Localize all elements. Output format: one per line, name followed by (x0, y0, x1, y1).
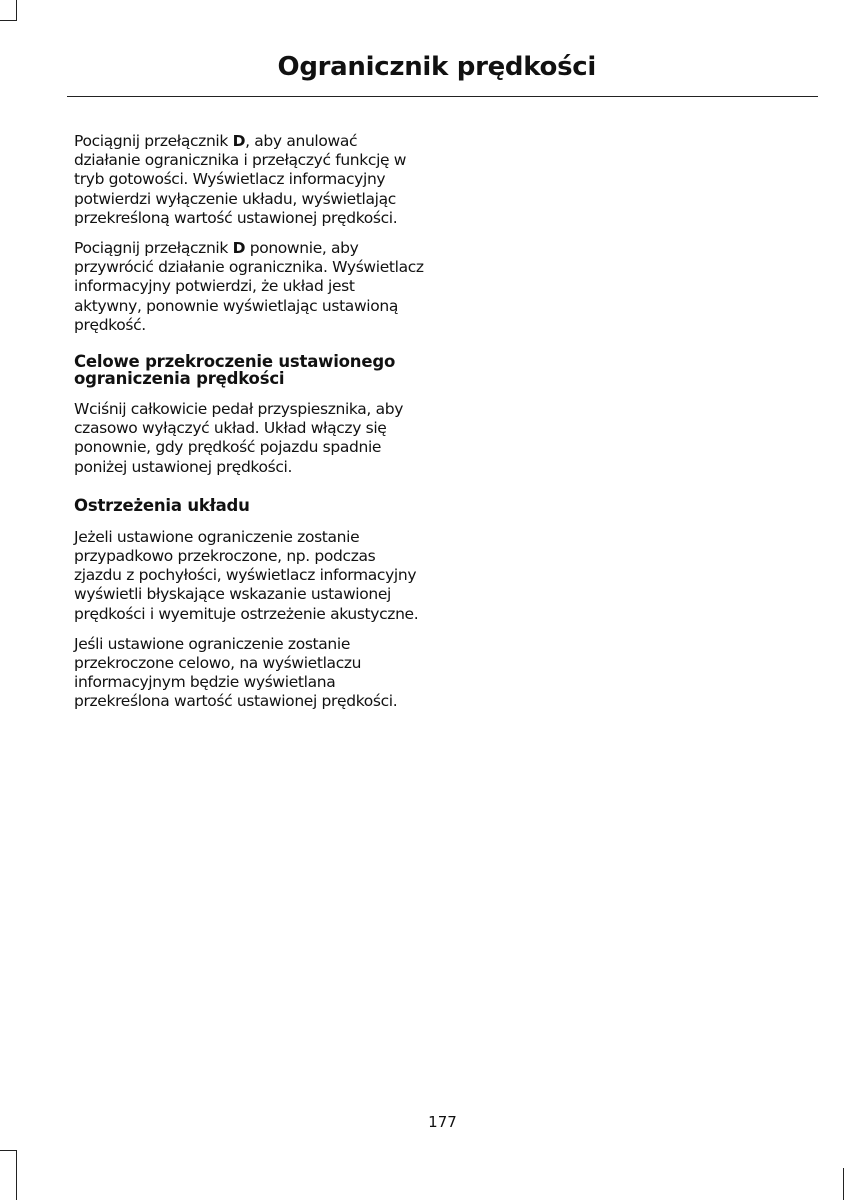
page-number: 177 (428, 1113, 457, 1131)
page-title: Ogranicznik prędkości (277, 52, 596, 82)
section-heading-intentional-exceeding: Celowe przekroczenie ustawionego ograniczenia prędkości (74, 352, 396, 389)
paragraph-intentional-exceeding: Jeśli ustawione ograniczenie zostanie przekroczone celowo, na wyświetlaczu informacyjnym będzie wyświetlana przekreślona wartość ustawionej prędkości. (74, 634, 398, 711)
switch-key-label: D (232, 132, 246, 150)
switch-key-label: D (232, 239, 246, 258)
paragraph-cancel-limiter: Pociągnij przełącznik D, aby anulować działanie ogranicznika i przełączyć funkcję w tryb gotowości. Wyświetlacz informacyjny potwierdzi wyłączenie układu, wyświetlając przekreśloną wartość ustawionej prędkości. (74, 132, 407, 227)
crop-mark-bottom-right-vertical (843, 1168, 844, 1200)
crop-mark-top-left-vertical (16, 0, 17, 20)
title-divider (67, 96, 818, 97)
content-column (74, 132, 426, 723)
crop-mark-bottom-left-vertical (16, 1150, 17, 1200)
crop-mark-bottom-left-horizontal (0, 1150, 17, 1151)
paragraph-accidental-exceeding: Jeżeli ustawione ograniczenie zostanie przypadkowo przekroczone, np. podczas zjazdu z pochyłości, wyświetlacz informacyjny wyświetli błyskające wskazanie ustawionej prędkości i wyemituje ostrzeżenie akustyczne. (74, 527, 419, 623)
paragraph-resume-limiter: Pociągnij przełącznik D ponownie, aby przywrócić działanie ogranicznika. Wyświetlacz informacyjny potwierdzi, że układ jest aktywny, ponownie wyświetlając ustawioną prędkość. (74, 239, 424, 334)
crop-mark-top-left-horizontal (0, 20, 17, 21)
paragraph-accelerator: Wciśnij całkowicie pedał przyspiesznika, aby czasowo wyłączyć układ. Układ włączy się ponownie, gdy prędkość pojazdu spadnie poniżej ustawionej prędkości. (74, 400, 404, 476)
section-heading-system-warnings: Ostrzeżenia układu (74, 495, 250, 515)
